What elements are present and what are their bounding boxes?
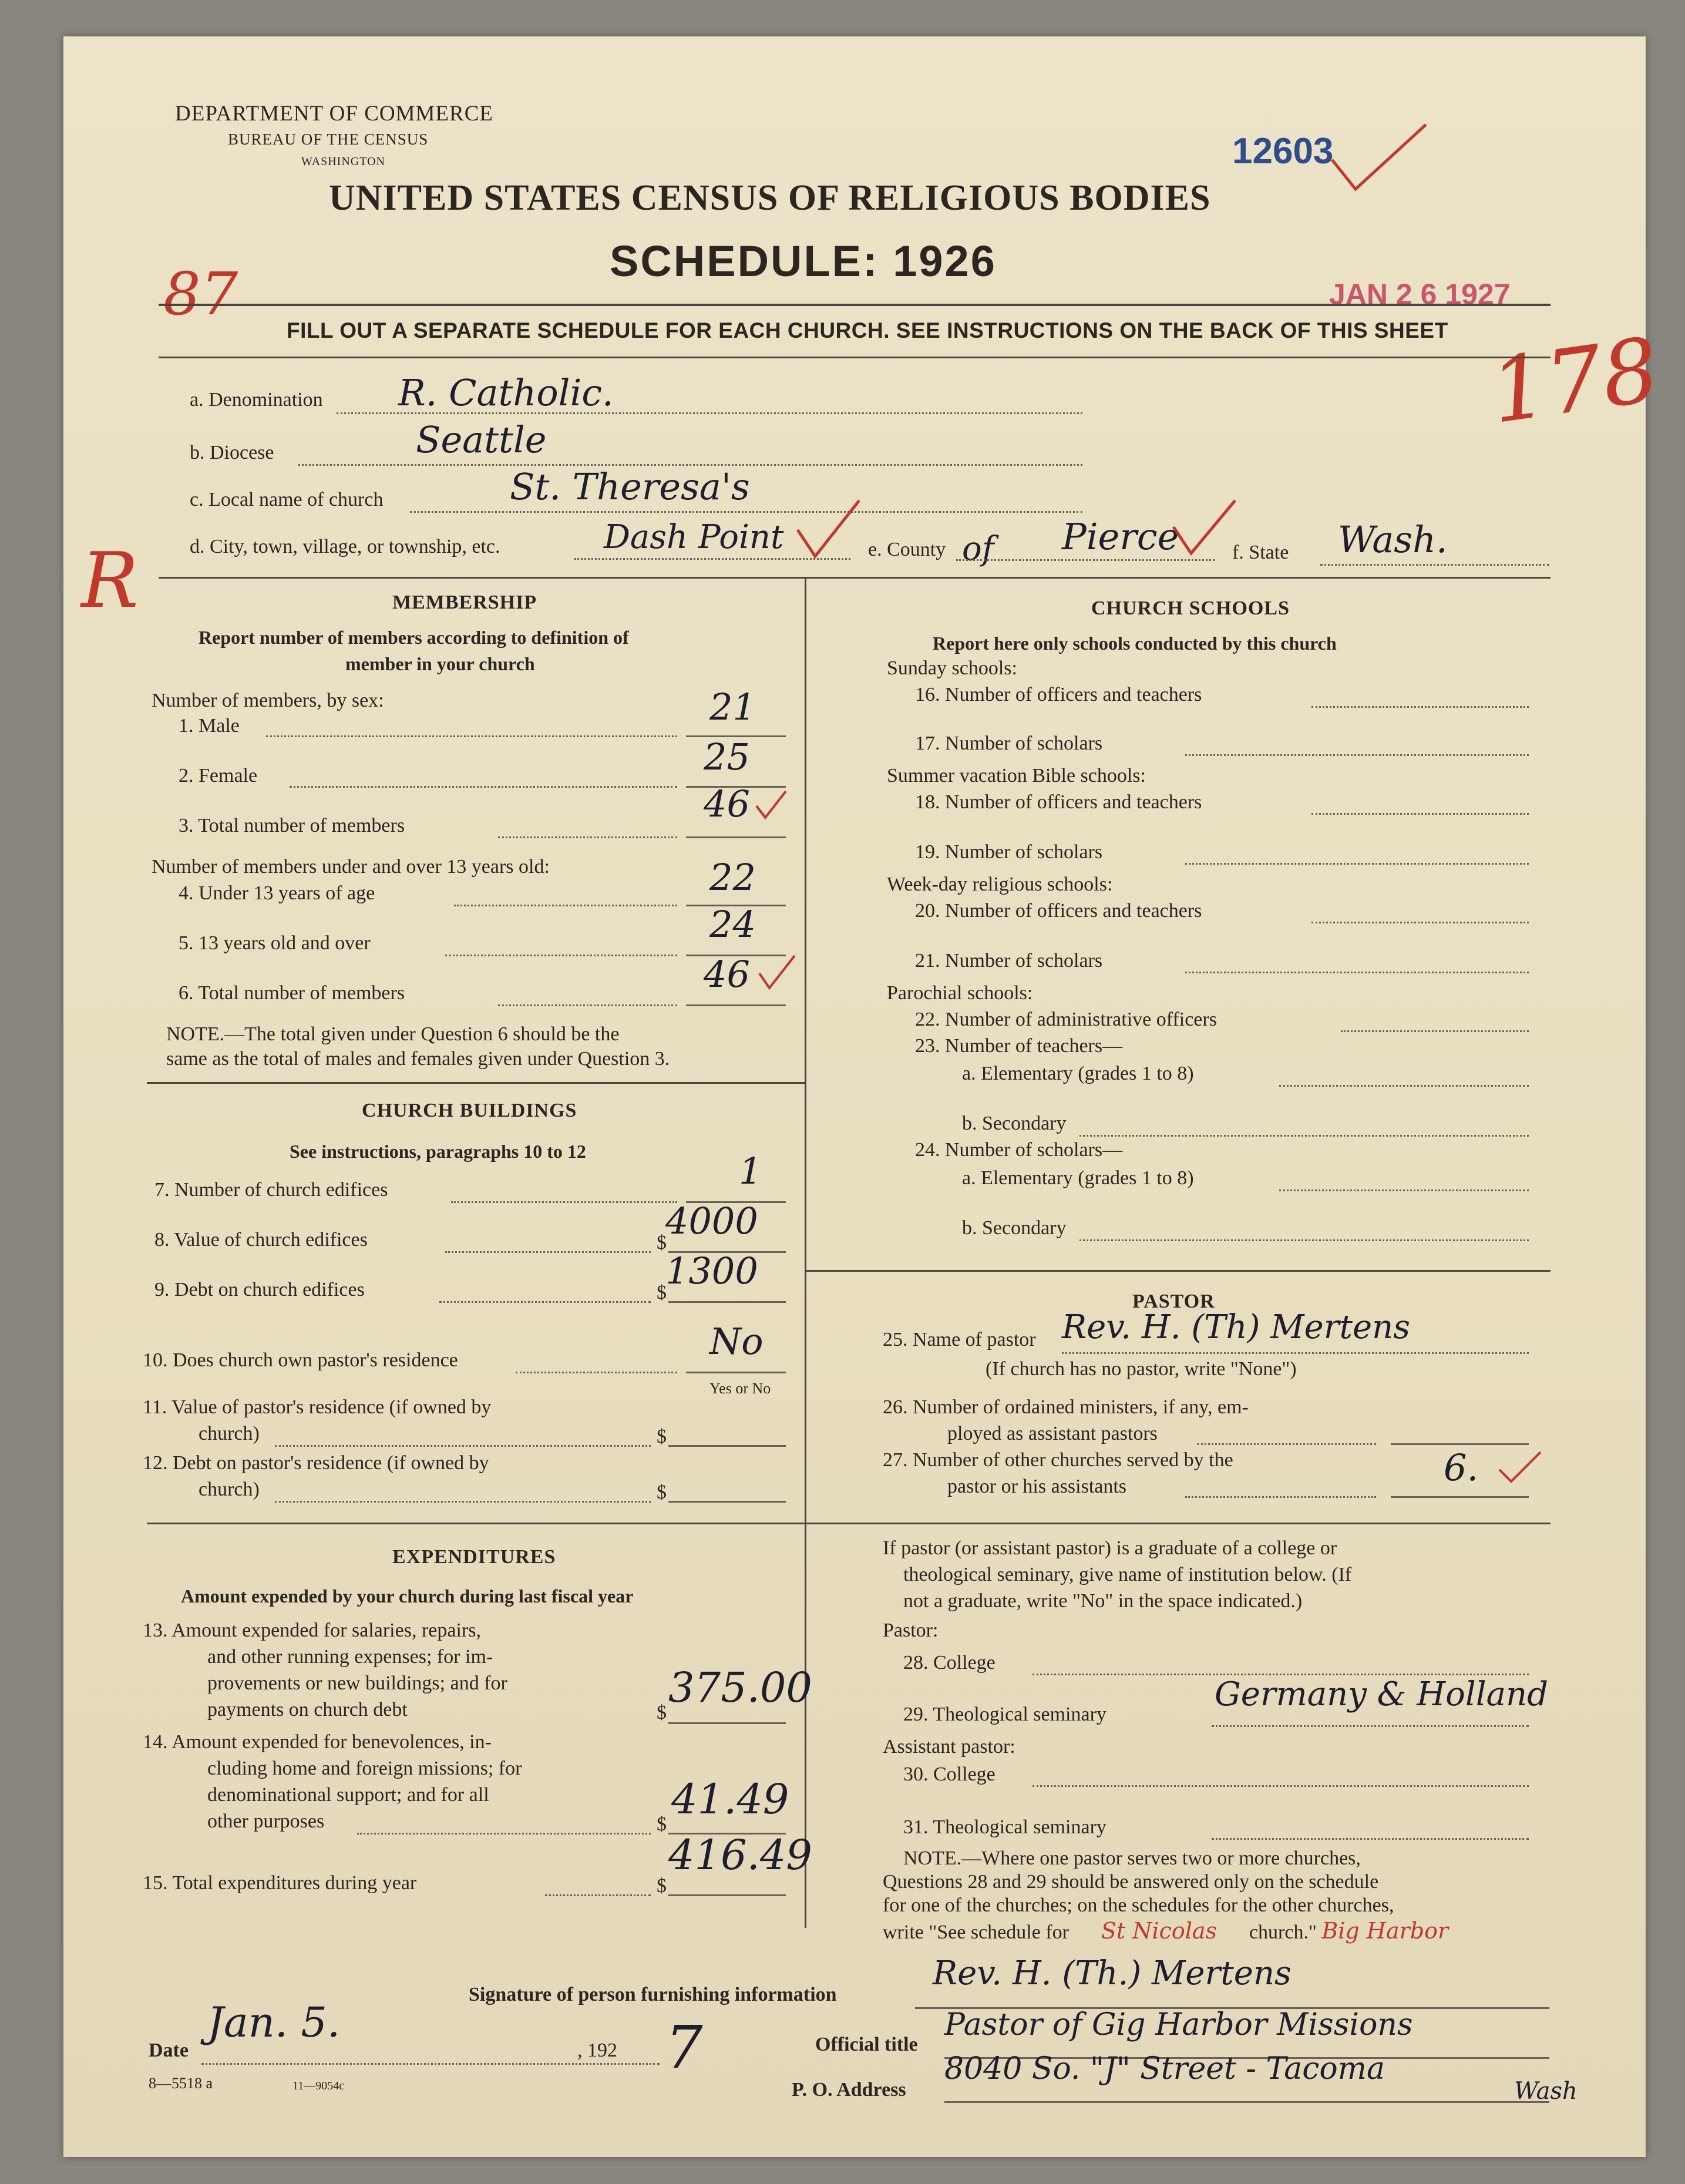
sunday-schools-label: Sunday schools: [887,657,1017,679]
buildings-heading: CHURCH BUILDINGS [362,1100,577,1121]
membership-heading: MEMBERSHIP [392,592,537,613]
state-value: Wash. [1338,518,1448,561]
assistant-seminary-label: 31. Theological seminary [903,1816,1106,1838]
census-schedule-sheet: DEPARTMENT OF COMMERCE BUREAU OF THE CENSUS WASHINGTON UNITED STATES CENSUS OF RELIGIOUS BODIES SCHEDULE: 1926 12603 JAN 2 6 1927 87 178 R FILL OUT A SEPARATE SCHEDULE FOR EACH CHURCH. SEE INSTRUCTIONS ON THE BACK OF THIS SHEET a. Denomination R. Catholic. b. Diocese Seattle c. Local name of church St. Theresa's d. City, town, village, or township, etc. Dash Point e. County of Pierce f. State Wash. MEMBERSHIP Report number of members according to definition of member in your church Number of members, by sex: 1. Male 21 2. Female 25 3. Total number of members 46 Number of members under and over 13 years old: 4. Under 13 years of age 22 5. 13 years old and over 24 6. Total number of members 46 NOTE.—The total given under Question 6 should be the same as the total of males and females given under Question 3. CHURCH BUILDINGS See instructions, paragraphs 10 to 12 7. Number of church edifices 1 8. Value of church edifices $ 4000 9. Debt on church edifices $ 1300 10. Does church own pastor's residence No Yes or No 11. Value of pastor's residence (if owned by church) $ 12. Debt on pastor's residence (if owned by church) $ EXPENDITURES Amount expended by your church during last fiscal year 13. Amount expended for salaries, repairs, and other running expenses; for im- provements or new buildings; and for payments on church debt $ 375.00 14. Amount expended for benevolences, in- cluding home and foreign missions; for denominational support; and for all other purposes $ 41.49 15. Total expenditures during year $ 416.49 CHURCH SCHOOLS Report here only schools conducted by this church Sunday schools: 16. Number of officers and teachers 17. Number of scholars Summer vacation Bible schools: 18. Number of officers and teachers 19. Number of scholars Week-day religious schools: 20. Number of officers and teachers 21. Number of scholars Parochial schools: 22. Number of administrative officers 23. Number of teachers— a. Elementary (grades 1 to 8) b. Secondary 24. Number of scholars— a. Elementary (grades 1 to 8) b. Secondary PASTOR 25. Name of pastor Rev. H. (Th) Mertens (If church has no pastor, write "None") 26. Number of ordained ministers, if any, em- ployed as assistant pastors 27. Number of other churches served by the pastor or his assistants 6. If pastor (or assistant pastor) is a graduate of a college or theological seminary, give name of institution below. (If not a graduate, write "No" in the space indicated.) Pastor: 28. College 29. Theological seminary Germany & Holland Assistant pastor: 30. College 31. Theological seminary NOTE.—Where one pastor serves two or more churches, Questions 28 and 29 should be answered only on the schedule for one of the churches; on the schedules for the other churches, write "See schedule for St Nicolas church." Big Harbor Signature of person furnishing information Rev. H. (Th.) Mertens Official title Pastor of Gig Harbor Missions Date Jan. 5. , 192 7 P. O. Address 8040 So. "J" Street - Tacoma Wash 8—5518 a 11—9054c [63,36,1646,2157]
pastor-note-2: Questions 28 and 29 should be answered only on the schedule [883,1871,1379,1893]
signature-label: Signature of person furnishing information [469,1984,837,2005]
year-value: 7 [665,2013,703,2082]
q22-label: 22. Number of administrative officers [915,1009,1217,1030]
q23-label: 23. Number of teachers— [915,1035,1123,1057]
signature-value: Rev. H. (Th.) Mertens [933,1954,1292,1993]
total-expenditures-label: 15. Total expenditures during year [143,1872,417,1894]
membership-intro-2: member in your church [345,653,535,674]
year-prefix: , 192 [577,2039,617,2061]
po-address-label: P. O. Address [792,2079,906,2101]
graduate-instructions-2: theological seminary, give name of institution below. (If [903,1564,1352,1585]
date-value: Jan. 5. [207,1998,341,2047]
membership-note-2: same as the total of males and females given under Question 3. [166,1048,670,1070]
pastor-name-value: Rev. H. (Th) Mertens [1062,1308,1410,1346]
check-mark-icon [756,953,798,994]
column-divider [805,577,806,1928]
benevolences-value: 41.49 [671,1775,789,1823]
county-value: Pierce [1062,515,1179,558]
left-margin-letter: R [81,536,139,625]
total-expenditures-value: 416.49 [668,1831,812,1879]
diocese-label: b. Diocese [190,442,274,463]
age-intro-label: Number of members under and over 13 years old: [152,856,550,878]
q23a-label: a. Elementary (grades 1 to 8) [962,1063,1194,1084]
total-members-value: 46 [704,782,750,825]
graduate-instructions-3: not a graduate, write "No" in the space indicated.) [903,1590,1303,1612]
city-value: Dash Point [604,518,784,556]
assistant-ministers-label: 26. Number of ordained ministers, if any, em- [883,1396,1249,1418]
expenditures-heading: EXPENDITURES [392,1546,556,1568]
pastor-note-1: NOTE.—Where one pastor serves two or more churches, [903,1847,1361,1869]
college-label: 28. College [903,1652,995,1674]
county-prefix: of [962,530,994,568]
q18-label: 18. Number of officers and teachers [915,791,1202,813]
owns-residence-label: 10. Does church own pastor's residence [143,1349,458,1371]
pastor-note-3: for one of the churches; on the schedules for the other churches, [883,1894,1394,1916]
edifices-value: 1 [739,1150,762,1192]
county-label: e. County [868,539,946,560]
over-13-label: 5. 13 years old and over [179,932,371,954]
seminary-value: Germany & Holland [1215,1675,1548,1713]
q21-label: 21. Number of scholars [915,950,1103,972]
male-label: 1. Male [179,715,240,737]
check-mark-icon [792,495,862,565]
running-expenses-value: 375.00 [668,1664,812,1712]
pastor-note-4: write "See schedule for St Nicolas church." Big Harbor [883,1918,1449,1944]
parochial-schools-label: Parochial schools: [887,982,1033,1004]
diocese-value: Seattle [416,418,547,461]
church-name-label: c. Local name of church [190,489,384,510]
pastor-subheading: Pastor: [883,1619,939,1641]
assistant-college-label: 30. College [903,1763,995,1785]
male-value: 21 [709,686,756,728]
received-date-stamp: JAN 2 6 1927 [1329,278,1511,311]
instructions-notice: FILL OUT A SEPARATE SCHEDULE FOR EACH CHURCH. SEE INSTRUCTIONS ON THE BACK OF THIS SHEET [287,318,1448,342]
expenditures-intro: Amount expended by your church during last fiscal year [181,1585,634,1607]
schools-heading: CHURCH SCHOOLS [1091,597,1290,619]
total-members-2-label: 6. Total number of members [179,982,405,1004]
pastor-name-label: 25. Name of pastor [883,1329,1036,1350]
seminary-label: 29. Theological seminary [903,1703,1106,1725]
official-title-label: Official title [815,2034,918,2055]
edifice-value-value: 4000 [665,1199,758,1242]
notice-rule [159,357,1551,358]
schedule-title: SCHEDULE: 1926 [610,237,997,285]
benevolences-label: 14. Amount expended for benevolences, in- [143,1731,492,1753]
bureau-heading: BUREAU OF THE CENSUS [228,130,429,148]
form-title: UNITED STATES CENSUS OF RELIGIOUS BODIES [329,178,1211,218]
official-title-value: Pastor of Gig Harbor Missions [944,2007,1413,2042]
q23b-label: b. Secondary [962,1113,1067,1134]
female-value: 25 [704,735,750,778]
q17-label: 17. Number of scholars [915,733,1103,754]
under-13-value: 22 [709,856,756,899]
summer-schools-label: Summer vacation Bible schools: [887,765,1146,787]
po-address-value: 8040 So. "J" Street - Tacoma [944,2051,1385,2086]
form-number: 8—5518 a [149,2075,213,2092]
over-13-value: 24 [709,903,756,946]
under-13-label: 4. Under 13 years of age [179,882,375,904]
no-pastor-hint: (If church has no pastor, write "None") [986,1358,1297,1380]
denomination-value: R. Catholic. [398,371,614,414]
state-label: f. State [1232,542,1289,563]
q16-label: 16. Number of officers and teachers [915,684,1202,705]
department-heading: DEPARTMENT OF COMMERCE [175,102,493,126]
graduate-instructions-1: If pastor (or assistant pastor) is a graduate of a college or [883,1537,1337,1559]
city-heading: WASHINGTON [301,155,385,168]
edifices-label: 7. Number of church edifices [154,1179,388,1201]
assistant-pastor-subheading: Assistant pastor: [883,1736,1015,1758]
edifice-value-label: 8. Value of church edifices [154,1229,368,1251]
weekday-schools-label: Week-day religious schools: [887,873,1113,895]
check-mark-icon [1168,495,1238,559]
church-name-value: St. Theresa's [510,465,750,508]
po-address-extra: Wash [1514,2078,1578,2105]
other-churches-value: 6. [1444,1446,1479,1489]
buildings-intro: See instructions, paragraphs 10 to 12 [290,1141,586,1162]
q24-label: 24. Number of scholars— [915,1139,1123,1161]
other-churches-label: 27. Number of other churches served by the [883,1449,1233,1471]
members-by-sex-label: Number of members, by sex: [152,690,384,711]
serial-number-stamp: 12603 [1232,131,1334,172]
edifice-debt-label: 9. Debt on church edifices [154,1279,365,1301]
right-margin-number: 178 [1484,318,1666,444]
check-mark-icon [754,788,789,824]
owns-residence-value: No [709,1320,764,1363]
q20-label: 20. Number of officers and teachers [915,900,1202,922]
pastor-heading: PASTOR [1132,1291,1215,1312]
residence-debt-label: 12. Debt on pastor's residence (if owned by [143,1452,489,1474]
city-label: d. City, town, village, or township, etc. [190,536,500,557]
running-expenses-label: 13. Amount expended for salaries, repairs, [143,1619,481,1641]
edifice-debt-value: 1300 [665,1249,758,1292]
check-mark-icon [1496,1446,1543,1487]
residence-value-label: 11. Value of pastor's residence (if owned by [143,1396,492,1418]
schools-intro: Report here only schools conducted by this church [933,633,1337,654]
print-number: 11—9054c [292,2079,345,2092]
see-schedule-church-extra: Big Harbor [1321,1918,1449,1944]
date-label: Date [149,2039,189,2061]
female-label: 2. Female [179,765,258,787]
membership-note-1: NOTE.—The total given under Question 6 should be the [166,1023,620,1045]
q24b-label: b. Secondary [962,1217,1067,1239]
header-rule [159,304,1551,306]
q24a-label: a. Elementary (grades 1 to 8) [962,1167,1194,1189]
check-mark-icon [1326,119,1432,201]
total-members-2-value: 46 [704,953,750,996]
membership-intro-1: Report number of members according to definition of [199,627,629,648]
q19-label: 19. Number of scholars [915,841,1103,863]
see-schedule-church-value: St Nicolas [1101,1918,1217,1944]
yes-no-hint: Yes or No [709,1380,771,1397]
denomination-label: a. Denomination [190,389,323,411]
left-margin-number: 87 [163,260,238,328]
total-members-label: 3. Total number of members [179,815,405,836]
